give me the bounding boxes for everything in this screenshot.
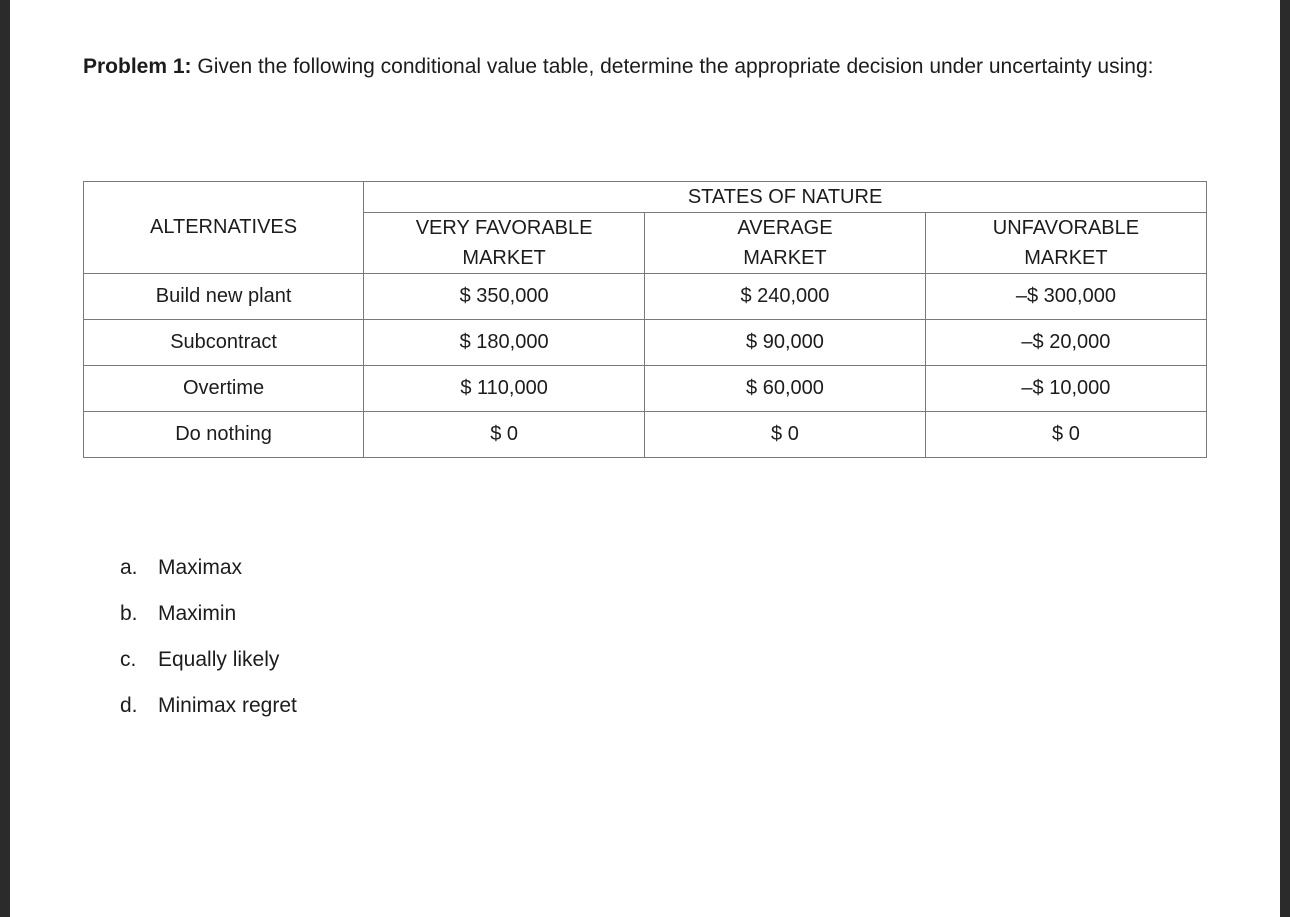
list-item-text: Maximax <box>158 556 243 579</box>
table-row <box>84 366 1207 412</box>
problem-text: Given the following conditional value table, determine the appropriate decision under uncertainty using: <box>191 55 1154 78</box>
list-marker: b. <box>120 602 138 625</box>
column-header-very-favorable: VERY FAVORABLE MARKET <box>364 213 645 274</box>
list-item-text: Equally likely <box>158 648 280 671</box>
value-cell: $ 90,000 <box>645 320 926 366</box>
document-page <box>10 0 1280 917</box>
alternative-cell: Overtime <box>84 366 364 412</box>
list-marker: d. <box>120 694 138 717</box>
list-item <box>120 545 297 591</box>
alternatives-header: ALTERNATIVES <box>84 182 364 274</box>
column-header-unfavorable: UNFAVORABLE MARKET <box>925 213 1206 274</box>
value-cell: $ 350,000 <box>364 274 645 320</box>
problem-statement <box>83 44 1233 90</box>
list-item <box>120 637 297 683</box>
list-item <box>120 591 297 637</box>
list-marker: a. <box>120 556 138 579</box>
problem-label: Problem 1: <box>83 55 192 78</box>
value-cell: $ 110,000 <box>364 366 645 412</box>
value-cell: –$ 300,000 <box>925 274 1206 320</box>
list-item-text: Minimax regret <box>158 694 297 717</box>
list-marker: c. <box>120 648 137 671</box>
value-cell: $ 60,000 <box>645 366 926 412</box>
value-cell: $ 240,000 <box>645 274 926 320</box>
decision-criteria-list <box>120 545 297 729</box>
list-item <box>120 683 297 729</box>
table-row <box>84 320 1207 366</box>
list-item-text: Maximin <box>158 602 237 625</box>
conditional-value-table <box>83 181 1207 458</box>
value-cell: $ 0 <box>645 412 926 458</box>
column-header-average: AVERAGE MARKET <box>645 213 926 274</box>
value-cell: –$ 10,000 <box>925 366 1206 412</box>
value-cell: $ 180,000 <box>364 320 645 366</box>
table-header-row <box>84 182 1207 213</box>
value-cell: $ 0 <box>364 412 645 458</box>
states-of-nature-header: STATES OF NATURE <box>364 182 1207 213</box>
alternative-cell: Subcontract <box>84 320 364 366</box>
value-cell: $ 0 <box>925 412 1206 458</box>
value-cell: –$ 20,000 <box>925 320 1206 366</box>
table-row <box>84 274 1207 320</box>
table-row <box>84 412 1207 458</box>
alternative-cell: Build new plant <box>84 274 364 320</box>
alternative-cell: Do nothing <box>84 412 364 458</box>
